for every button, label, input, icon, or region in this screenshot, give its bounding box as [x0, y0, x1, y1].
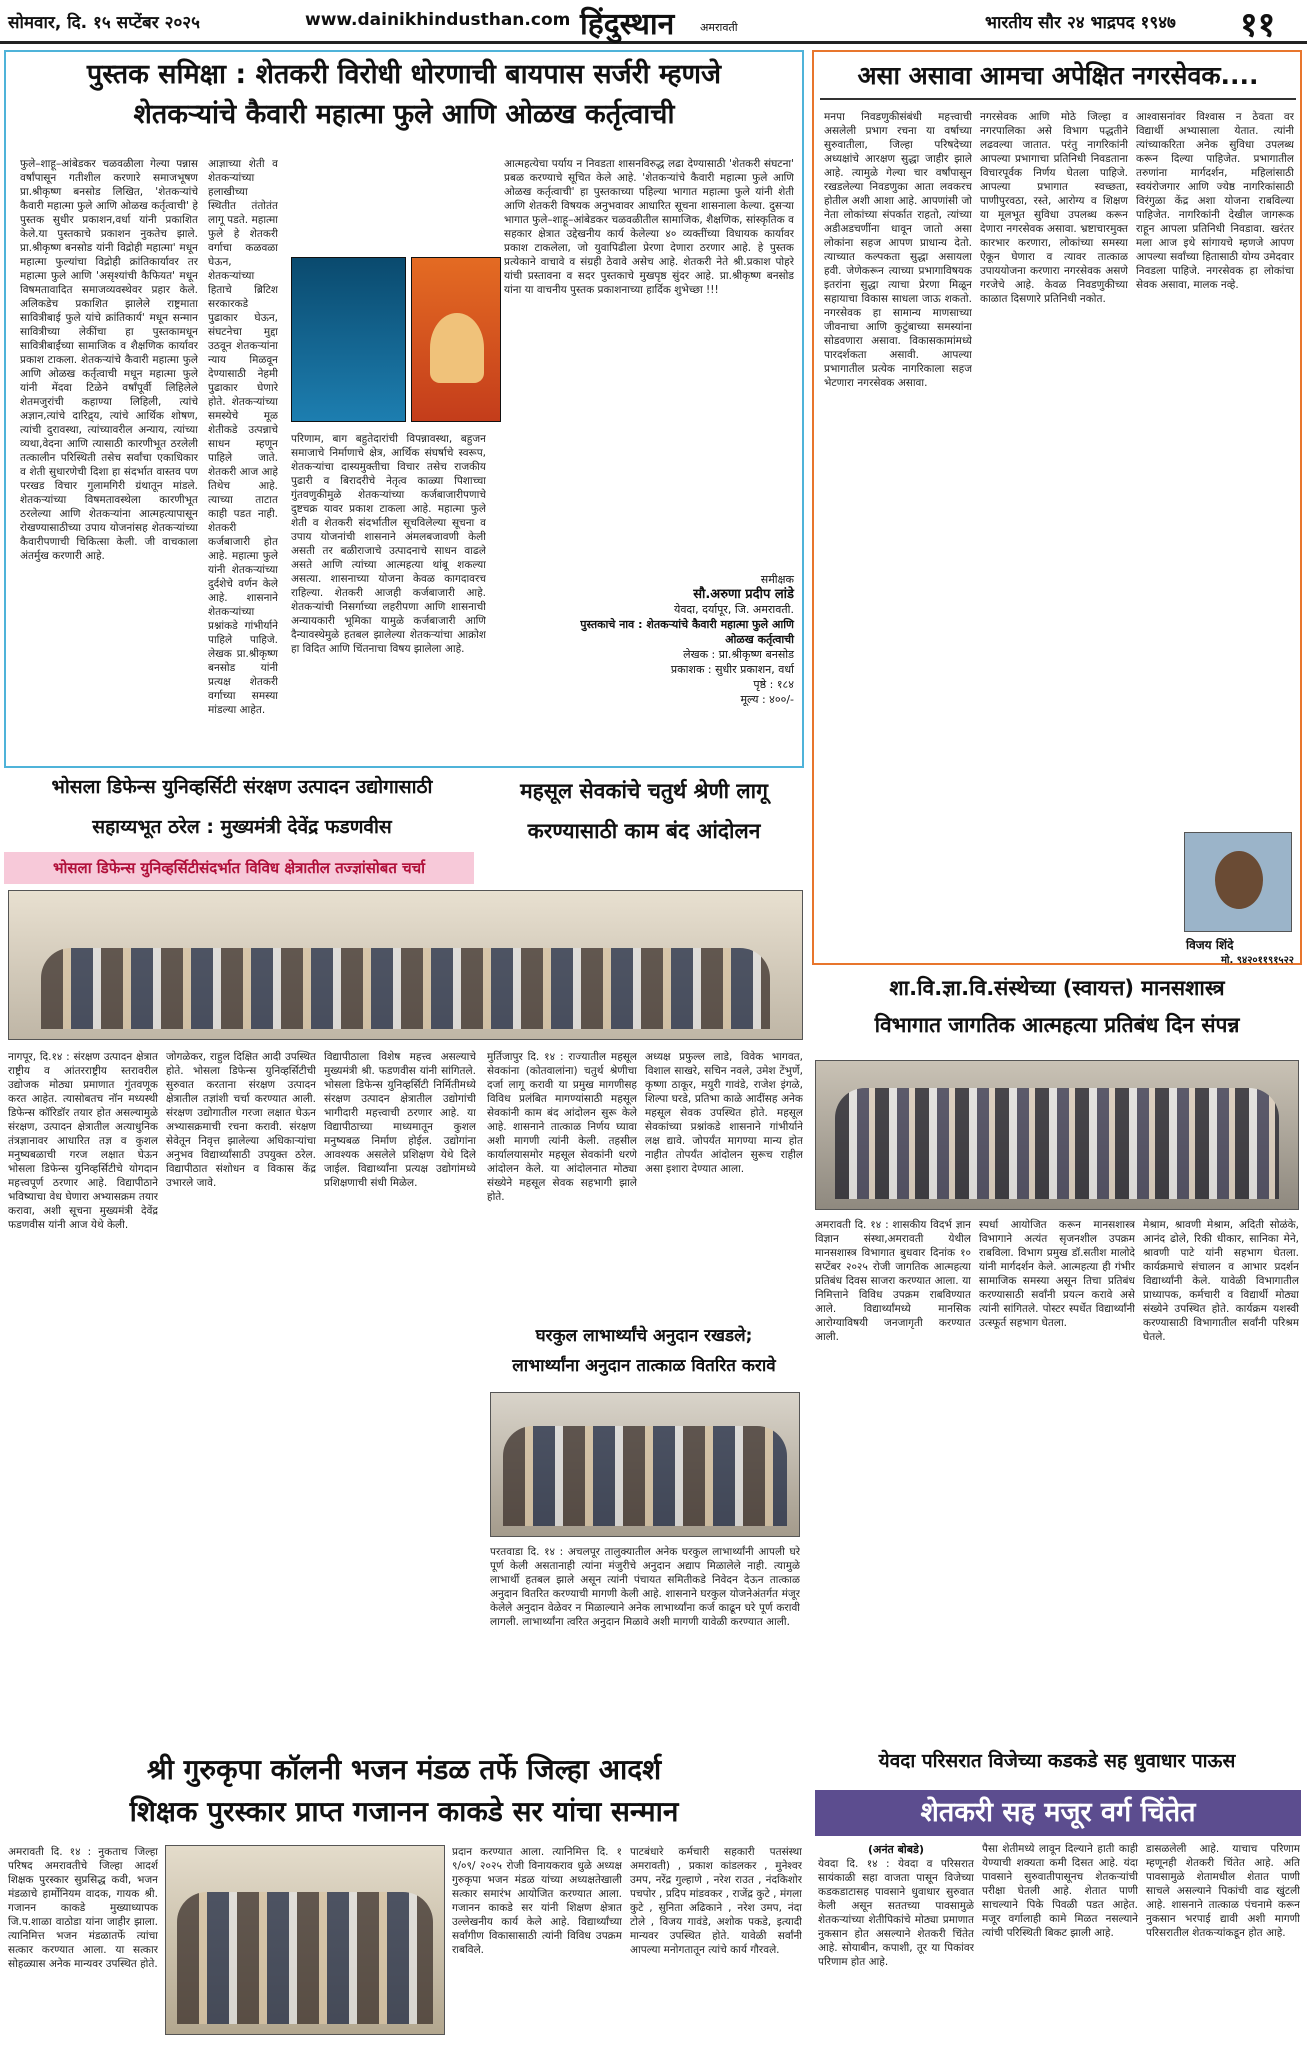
- price-label: मूल्य : ४००/-: [740, 693, 794, 706]
- bhajan-headline-1: श्री गुरुकृपा कॉलनी भजन मंडळ तर्फे जिल्हा आदर्श: [146, 1753, 662, 1786]
- reviewer-block: [566, 572, 794, 707]
- defence-column-2: जोगळेकर, राहुल दिक्षित आदी उपस्थित होते. भोसला डिफेन्स युनिव्हर्सिटीची सुरुवात करताना संरक्षण उत्पादन क्षेत्रातील तज्ञांशी चर्चा करण्यात आली. संरक्षण उद्योगातील गरजा लक्षात घेऊन अभ्यासक्रमाची रचना करावी. संरक्षण सेवेतून निवृत्त झालेल्या अधिकाऱ्यांचा अनुभव विद्यार्थ्यांसाठी उपयुक्त ठरेल. विद्यापीठात संशोधन व विकास केंद्र उभारले जावे.: [166, 1051, 316, 1189]
- bhajan-column-3: पाटबंधारे कर्मचारी सहकारी पतसंस्था अमरावती) , प्रकाश कांडलकर , मुनेश्वर उमप, नरेंद्र गुल्हाणे , नरेश राउत , नंदकिशोर पचपोर , प्रदिप मांडवकर , राजेंद्र कुटे , मंगला कुटे , सुनिता अढिकाने , नरेश उमप, नंदा टोले , विजय गावंडे, अशोक पकडे, इत्यादी मान्यवर उपस्थित होते. यावेळी सर्वांनी आपल्या मनोगतातून त्यांचे कार्य गौरवले.: [630, 1846, 802, 1956]
- psychology-headline-1: शा.वि.ज्ञा.वि.संस्थेच्या (स्वायत्त) मानसशास्त्र: [889, 976, 1225, 1000]
- pages-label: पृष्ठे : १८४: [753, 678, 794, 691]
- page-number: ११: [1240, 5, 1276, 45]
- rain-banner: शेतकरी सह मजूर वर्ग चिंतेत: [815, 1790, 1301, 1836]
- author-photo: [1184, 832, 1292, 932]
- citizen-column-2: नगरसेवक आणि मोठे जिल्हा व नगरपालिका असे विभाग पद्धतीने लढवल्या जातात. परंतु नागरिकांनी आपल्या प्रभागाचा प्रतिनिधी निवडताना विचारपूर्वक निर्णय घेतला पाहिजे. आपल्या प्रभागात स्वच्छता, पाणीपुरवठा, रस्ते, आरोग्य व शिक्षण या मूलभूत सुविधा उपलब्ध करून देणारा नगरसेवक असावा. भ्रष्टाचारमुक्त कारभार करणारा, लोकांच्या समस्या ऐकून घेणारा व त्यावर तात्काळ उपाययोजना करणारा नगरसेवक असणे गरजेचे आहे. केवळ निवडणुकीच्या काळात दिसणारे प्रतिनिधी नकोत.: [980, 111, 1128, 305]
- rain-byline: (अनंत बोबडे): [868, 1843, 924, 1856]
- book-back-cover-image: [291, 257, 406, 422]
- portrait-illustration: [430, 313, 484, 383]
- book-front-cover-image: [411, 257, 501, 422]
- defence-headline-2: सहाय्यभूत ठरेल : मुख्यमंत्री देवेंद्र फडणवीस: [92, 816, 392, 838]
- review-headline-1: पुस्तक समिक्षा : शेतकरी विरोधी धोरणाची बायपास सर्जरी म्हणजे: [86, 59, 722, 90]
- defence-column-3: विद्यापीठाला विशेष महत्त्व असल्याचे मुख्यमंत्री श्री. फडणवीस यांनी सांगितले. भोसला डिफेन्स युनिव्हर्सिटी निर्मितीमध्ये संरक्षण उत्पादन क्षेत्रातील उद्योगांची भागीदारी महत्त्वाची ठरणार आहे. या विद्यापीठाच्या माध्यमातून कुशल मनुष्यबळ निर्माण होईल. उद्योगांना आवश्यक असलेले प्रशिक्षण येथे दिले जाईल. विद्यार्थ्यांना प्रत्यक्ष उद्योगांमध्ये प्रशिक्षणाची संधी मिळेल.: [324, 1051, 476, 1189]
- review-column-1: फुले–शाहू–आंबेडकर चळवळीला गेल्या पन्नास वर्षांपासून गतीशील करणारे समाजभूषण प्रा.श्रीकृष्ण बनसोड लिखित, 'शेतकऱ्यांचे कैवारी महात्मा फुले आणि ओळख कर्तृत्वाची' हे पुस्तक सुधीर प्रकाशन,वर्धा यांनी प्रकाशित केले.या पुस्तकाचे प्रकाशन नुकतेच झाले. प्रा.श्रीकृष्ण बनसोड यांनी विद्रोही महात्मा' मधून महात्मा फुल्यांचा विद्रोही क्रांतिकार्यावर तर महात्मा फुले आणि 'असृश्यांची कैफियत' मधून विषमतावादित समाजव्यवस्थेवर प्रहार केले. अलिकडेच प्रकाशित झालेले राष्ट्रमाता सावित्रीबाई फुले यांचे क्रांतिकार्य' मधून सन्मान सावित्रीच्या लेकींचा हा पुस्तकामधून सावित्रीबाईंच्या सामाजिक व शैक्षणिक कार्यावर प्रकाश टाकला. शेतकऱ्यांचे कैवारी महात्मा फुले आणि ओळख कर्तृत्वाची मधून महात्मा फुले यांनी मेंदवा टिळेने वर्षांपूर्वी लिहिलेले शेतमजुरांची कहाण्या लिहिली, त्यांचे अज्ञान,त्यांचे दारिद्र्य, त्यांचे आर्थिक शोषण, त्यांची दुरावस्था, त्यांच्यावरील अन्याय, त्यांच्या व्यथा,वेदना आणि त्यासाठी कारणीभूत ठरलेली तत्कालीन परिस्थिती तसेच सर्वांचा एकाधिकार व शेती सुधारणेची दिशा हा संदर्भात वास्तव पण परखड विचार गुलामगिरी ग्रंथातून मांडले. शेतकऱ्यांच्या विषमतावस्थेला कारणीभूत ठरलेल्या आणि शेतकऱ्यांना आत्महत्यापासून रोखण्यासाठीच्या उपाय योजनांसह शेतकऱ्यांच्या कैवारीपणाची चिकित्सा केली. जी वाचकाला अंतर्मुख करणारी आहे.: [20, 158, 198, 562]
- review-column-4: आत्महत्येचा पर्याय न निवडता शासनविरुद्ध लढा देण्यासाठी 'शेतकरी संघटना' प्रबळ करण्याचे सूचित केले आहे. 'शेतकऱ्यांचे कैवारी महात्मा फुले आणि ओळख कर्तृत्वाची' हा पुस्तकाच्या पहिल्या भागात महात्मा फुले यांनी शेती आणि शेतकरी विषयक अनुभवावर आधारित सूचना शासनाला केल्या. दुसऱ्या भागात फुले–शाहू–आंबेडकर चळवळीतील सामाजिक, शैक्षणिक, सांस्कृतिक व सहकार क्षेत्रात उद्देखनीय कार्य केलेल्या ४० व्यक्तींच्या विधायक कार्यावर प्रकाश टाकलेला, जो युवापिढीला प्रेरणा देणारा ठरणार आहे. हे पुस्तक प्रत्येकाने वाचावे व संग्रही ठेवावे असेच आहे. शेतकरी नेते श्री.प्रकाश पोहरे यांची प्रस्तावना व सदर पुस्तकाचे मुखपृष्ठ सुंदर आहे. प्रा.श्रीकृष्ण बनसोड यांना या वाचनीय पुस्तक प्रकाशनाच्या हार्दिक शुभेच्छा !!!: [504, 158, 794, 296]
- review-column-3: परिणाम, बाग बहुतेदारांची विपन्नावस्था, बहुजन समाजाचे निर्माणाचे क्षेत्र, आर्थिक संघर्षाचे स्वरूप, शेतकऱ्यांचा दास्यमुक्तीचा विचार तसेच राजकीय पुढारी व बिरादरीचे नेतृत्व काळ्या पिशाच्चा गुंतवणुकीमुळे शेतकऱ्यांच्या कर्जबाजारीपणाचे दुष्टचक्र यावर प्रकाश टाकला आहे. महात्मा फुले शेती व शेतकरी संदर्भातील सूचविलेल्या सूचना व उपाय योजनांची शासनाने अंमलबजावणी केली असती तर बळीराजाचे उत्पादनाचे साधन वाढले असते आणि त्यांच्या आत्महत्या थांबू शकल्या असत्या. शासनाच्या योजना केवळ कागदावरच राहिल्या. शेतकरी आजही कर्जबाजारी आहे. शेतकऱ्यांची निसर्गाच्या लहरीपणा आणि शासनाची अन्यायकारी भूमिका यामुळे कर्जबाजारी आणि दैन्यावस्थेमुळे हतबल झालेल्या शेतकऱ्यांचा आक्रोश हा विदित आणि चिंतनाचा विषय झालेला आहे.: [291, 433, 486, 655]
- defence-column-1: नागपूर, दि.१४ : संरक्षण उत्पादन क्षेत्रात राष्ट्रीय व आंतरराष्ट्रीय स्तरावरील उद्योजक मोठ्या प्रमाणात गुंतवणूक करत आहेत. त्यासोबतच नॉन मध्यस्थी डिफेन्स कॉरिडॉर तयार होत असल्यामुळे संरक्षण, उत्पादन क्षेत्रातील अत्याधुनिक तंत्रज्ञानावर आधारित तज्ञ व कुशल मनुष्यबळाची गरज लक्षात घेऊन भोसला डिफेन्स युनिव्हर्सिटीचे योगदान महत्त्वपूर्ण ठरणार आहे. विद्यापीठाने भविष्याचा वेध घेणारा अभ्यासक्रम तयार करावा, अशी सूचना मुख्यमंत्री देवेंद्र फडणवीस यांनी आज येथे केली.: [8, 1051, 158, 1231]
- housing-headline-2: लाभार्थ्यांना अनुदान तात्काळ वितरित करावे: [512, 1356, 776, 1376]
- housing-body: परतवाडा दि. १४ : अचलपूर तालुक्यातील अनेक घरकुल लाभार्थ्यांनी आपली घरे पूर्ण केली असतानाही त्यांना मंजुरीचे अनुदान अद्याप मिळालेले नाही. त्यामुळे लाभार्थी हतबल झाले असून त्यांनी पंचायत समितीकडे निवेदन देऊन तात्काळ अनुदान वितरित करण्याची मागणी केली आहे. शासनाने घरकुल योजनेअंतर्गत मंजूर केलेले अनुदान वेळेवर न मिळाल्याने अनेक लाभार्थ्यांना कर्ज काढून घरे पूर्ण करावी लागली. लाभार्थ्यांना त्वरित अनुदान मिळावे अशी मागणी यावेळी करण्यात आली.: [490, 1546, 800, 1628]
- reviewer-name: सौ.अरुणा प्रदीप लांडे: [693, 587, 794, 602]
- housing-photo: [490, 1392, 800, 1537]
- revenue-column-1: मुर्तिजापुर दि. १४ : राज्यातील महसूल सेवकांना (कोतवालांना) चतुर्थ श्रेणीचा दर्जा लागू करावी या प्रमुख मागणीसह विविध प्रलंबित मागण्यांसाठी महसूल सेवकांनी काम बंद आंदोलन सुरू केले आहे. शासनाने तात्काळ निर्णय घ्यावा अशी मागणी त्यांनी केली. तहसील कार्यालयासमोर महसूल सेवकांनी धरणे आंदोलन केले. या आंदोलनात मोठ्या संख्येने महसूल सेवक सहभागी झाले होते.: [487, 1051, 637, 1203]
- review-headline-2: शेतकऱ्यांचे कैवारी महात्मा फुले आणि ओळख कर्तृत्वाची: [133, 99, 675, 130]
- psychology-group-photo: [815, 1060, 1299, 1210]
- page-header: [0, 0, 1307, 44]
- rain-headline: येवदा परिसरात विजेच्या कडकडे सह धुवाधार पाऊस: [878, 1750, 1236, 1772]
- revenue-column-2: अध्यक्ष प्रफुल्ल लाडे, विवेक भागवत, विशाल साखरे, सचिन नवले, उमेश टेंभुर्णे, कृष्णा ठाकूर, मयुरी गावंडे, राजेश इंगळे, शिल्पा घरडे, प्रतिभा काळे आदींसह अनेक महसूल सेवक उपस्थित होते. महसूल सेवकांच्या प्रश्नांकडे शासनाने गांभीर्याने लक्ष द्यावे. जोपर्यंत मागण्या मान्य होत नाहीत तोपर्यंत आंदोलन सुरूच राहील असा इशारा देण्यात आला.: [645, 1051, 803, 1175]
- defence-group-photo: [8, 890, 803, 1040]
- divider: [820, 98, 1296, 100]
- header-date: सोमवार, दि. १५ सप्टेंबर २०२५: [8, 13, 200, 33]
- bhajan-people-illustration: [177, 1892, 433, 2024]
- reviewer-place: येवदा, दर्यापूर, जि. अमरावती.: [673, 603, 794, 616]
- reviewer-title: समीक्षक: [760, 573, 794, 586]
- publisher-label: प्रकाशक : सुधीर प्रकाशन, वर्धा: [670, 663, 794, 676]
- citizen-headline: असा असावा आमचा अपेक्षित नगरसेवक....: [857, 61, 1259, 90]
- header-website[interactable]: www.dainikhindusthan.com: [305, 10, 571, 30]
- citizen-column-3: आश्वासनांवर विश्वास न ठेवता वर विद्यार्थी अभ्यासाला येतात. त्यांनी त्यांच्याकरिता अनेक सुविधा उपलब्ध करून दिल्या पाहिजेत. प्रभागातील तरुणांना मार्गदर्शन, महिलांसाठी स्वयंरोजगार आणि ज्येष्ठ नागरिकांसाठी विरंगुळा केंद्र अशा योजना राबविल्या पाहिजेत. नागरिकांनी देखील जागरूक राहून आपला प्रतिनिधी निवडावा. खरंतर मला आज इथे सांगायचे म्हणजे आपण आपल्या सर्वांच्या हितासाठी योग्य उमेदवार निवडला पाहिजे. नगरसेवक हा लोकांचा सेवक असावा, मालक नव्हे.: [1136, 111, 1294, 291]
- group-people-illustration: [41, 948, 771, 1029]
- bhajan-column-2: प्रदान करण्यात आला. त्यानिमित्त दि. १ ९/०९/ २०२५ रोजी विनायकराव धुळे अध्यक्ष गुरुकृपा भजन मंडळ यांच्या अध्यक्षतेखाली सत्कार समारंभ आयोजित करण्यात आला. गजानन काकडे सर यांनी शिक्षण क्षेत्रात उल्लेखनीय कार्य केले आहे. विद्यार्थ्यांच्या सर्वांगीण विकासासाठी त्यांनी विविध उपक्रम राबविले.: [452, 1846, 622, 1956]
- bhajan-headline-2: शिक्षक पुरस्कार प्राप्त गजानन काकडे सर यांचा सन्मान: [129, 1795, 679, 1828]
- revenue-headline-2: करण्यासाठी काम बंद आंदोलन: [527, 819, 761, 843]
- review-column-2: आज्ञाच्या शेती व शेतकऱ्यांच्या हलाखीच्या स्थितीत तंतोतंत लागू पडते. महात्मा फुले हे शेतकरी वर्गाचा कळवळा घेऊन, शेतकऱ्यांच्या हिताचे ब्रिटिश सरकारकडे पुढाकार घेऊन, संघटनेचा मुद्दा उठवून शेतकऱ्यांना न्याय मिळवून देण्यासाठी नेहमी पुढाकार घेणारे होते. शेतकऱ्यांच्या समस्येचे मूळ शेतीकडे उत्पन्नाचे साधन म्हणून पाहिले जाते. शेतकरी आज आहे तिथेच आहे. त्याच्या ताटात काही पडत नाही. शेतकरी कर्जबाजारी होत आहे. महात्मा फुले यांनी शेतकऱ्यांच्या दुर्दशेचे वर्णन केले आहे. शासनाने शेतकऱ्यांच्या प्रश्नांकडे गांभीर्याने पाहिले पाहिजे. लेखक प्रा.श्रीकृष्ण बनसोड यांनी प्रत्यक्ष शेतकरी वर्गाच्या समस्या मांडल्या आहेत.: [208, 158, 278, 716]
- author-name: विजय शिंदे: [1186, 938, 1234, 952]
- citizen-column-1: मनपा निवडणुकीसंबंधी महत्त्वाची असलेली प्रभाग रचना या वर्षाच्या सुरुवातीला, जिल्हा परिषदेच्या अध्यक्षांचे आरक्षण सुद्धा जाहीर झाले आहे. त्यामुळे गेल्या चार वर्षांपासून रखडलेल्या निवडणुका आता लवकरच होतील अशी आशा आहे. आपणांसी जो नेता लोकांच्या संपर्कात राहतो, त्यांच्या अडीअडचणींना धावून जातो असा लोकांना सहज आपण प्राधान्य देतो. त्याच्यात कल्पकता सुद्धा असायला हवी. जेणेकरून त्याच्या प्रभागाविषयक इतरांना सुद्धा त्याचा प्रेरणा मिळून सहायाचा विकास साधला जाऊ शकतो. नगरसेवक हा सामान्य माणसाच्या जीवनाचा आणि कुटुंबाच्या समस्यांना सोडवणारा असावा. विकासकामांमध्ये पारदर्शकता असावी. आपल्या प्रभागातील प्रत्येक नागरिकाला सहज भेटणारा नगरसेवक असावा.: [824, 111, 972, 389]
- psychology-column-2: स्पर्धा आयोजित करून मानसशास्त्र विभागाने अत्यंत सृजनशील उपक्रम राबविला. विभाग प्रमुख डॉ.सतीश मालोदे यांनी मार्गदर्शन केले. आत्महत्या ही गंभीर सामाजिक समस्या असून तिचा प्रतिबंध करण्यासाठी सर्वांनी प्रयत्न करावे असे त्यांनी सांगितले. पोस्टर स्पर्धेत विद्यार्थ्यांनी उत्स्फूर्त सहभाग घेतला.: [979, 1219, 1135, 1329]
- bhajan-photo: [165, 1845, 445, 2035]
- author-phone: मो. ९४२०११९१५२२: [1220, 955, 1294, 966]
- psychology-column-1: अमरावती दि. १४ : शासकीय विदर्भ ज्ञान विज्ञान संस्था,अमरावती येथील मानसशास्त्र विभागात बुधवार दिनांक १० सप्टेंबर २०२५ रोजी जागतिक आत्महत्या प्रतिबंध दिवस साजरा करण्यात आला. या निमित्ताने विविध उपक्रम राबविण्यात आले. विद्यार्थ्यांमध्ये मानसिक आरोग्याविषयी जनजागृती करण्यात आली.: [815, 1219, 971, 1343]
- rain-column-3: डासळलेली आहे. याचाच परिणाम म्हणूनही शेतकरी चिंतेत आहे. अति पावसामुळे शेतामधील शेतात पाणी साचले असल्याने पिकांची वाढ खुंटली आहे. शासनाने तात्काळ पंचनामे करून नुकसान भरपाई द्यावी अशी मागणी परिसरातील शेतकऱ्यांकडून होत आहे.: [1146, 1843, 1300, 1939]
- revenue-headline-1: महसूल सेवकांचे चतुर्थ श्रेणी लागू: [520, 779, 768, 803]
- header-saka-date: भारतीय सौर २४ भाद्रपद १९४७: [985, 13, 1176, 33]
- masthead-edition: अमरावती: [700, 21, 738, 34]
- defence-headline-1: भोसला डिफेन्स युनिव्हर्सिटी संरक्षण उत्पादन उद्योगासाठी: [51, 776, 433, 798]
- rain-column-1: येवदा दि. १४ : येवदा व परिसरात सायंकाळी सहा वाजता पासून विजेच्या कडकडाटासह पावसाने धुवाधार सुरुवात केली असून सततच्या पावसामुळे शेतकऱ्यांच्या शेतीपिकांचे मोठ्या प्रमाणात नुकसान होत असल्याने शेतकरी चिंतेत आहे. सोयाबीन, कपाशी, तूर या पिकांवर परिणाम होत आहे.: [818, 1858, 974, 1968]
- housing-people-illustration: [503, 1426, 786, 1526]
- book-name-label: पुस्तकाचे नाव : शेतकऱ्यांचे कैवारी महात्मा फुले आणि ओळख कर्तृत्वाची: [580, 618, 794, 646]
- author-label: लेखक : प्रा.श्रीकृष्ण बनसोड: [683, 648, 794, 661]
- housing-headline-1: घरकुल लाभार्थ्यांचे अनुदान रखडले;: [535, 1326, 753, 1346]
- masthead-logo: हिंदुस्थान: [580, 7, 675, 42]
- students-illustration: [835, 1088, 1278, 1199]
- psychology-headline-2: विभागात जागतिक आत्महत्या प्रतिबंध दिन संपन्न: [874, 1013, 1240, 1037]
- bhajan-column-1: अमरावती दि. १४ : नुकताच जिल्हा परिषद अमरावतीचे जिल्हा आदर्श शिक्षक पुरस्कार सुप्रसिद्ध कवी, भजन मंडळाचे हार्मोनियम वादक, गायक श्री. गजानन काकडे मुख्याध्यापक जि.प.शाळा वाठोडा यांना जाहीर झाला. त्यानिमित्त भजन मंडळातर्फे त्यांचा सत्कार करण्यात आला. या सत्कार सोहळ्यास अनेक मान्यवर उपस्थित होते.: [8, 1846, 158, 1970]
- rain-column-2: पैसा शेतीमध्ये लावून दिल्याने हाती काही येण्याची शक्यता कमी दिसत आहे. यंदा पावसाने सुरुवातीपासूनच शेतकऱ्यांची परीक्षा घेतली आहे. शेतात पाणी साचल्याने पिके पिवळी पडत आहेत. मजूर वर्गालाही कामे मिळत नसल्याने त्यांची परिस्थिती बिकट झाली आहे.: [982, 1843, 1138, 1939]
- book-review-article: [4, 50, 804, 768]
- citizen-article: [812, 50, 1302, 965]
- psychology-column-3: मेश्राम, श्रावणी मेश्राम, अदिती सोळंके, आनंद ढोले, रिकी धीकार, सानिका मेने, श्रावणी पाटे यांनी सहभाग घेतला. कार्यक्रमाचे संचालन व आभार प्रदर्शन विद्यार्थ्यांनी केले. यावेळी विभागातील प्राध्यापक, कर्मचारी व विद्यार्थी मोठ्या संख्येने उपस्थित होते. कार्यक्रम यशस्वी करण्यासाठी विभागातील सर्वांनी परिश्रम घेतले.: [1143, 1219, 1299, 1343]
- defence-banner: भोसला डिफेन्स युनिव्हर्सिटीसंदर्भात विविध क्षेत्रातील तज्ज्ञांसोबत चर्चा: [4, 852, 474, 884]
- face-silhouette: [1215, 851, 1263, 909]
